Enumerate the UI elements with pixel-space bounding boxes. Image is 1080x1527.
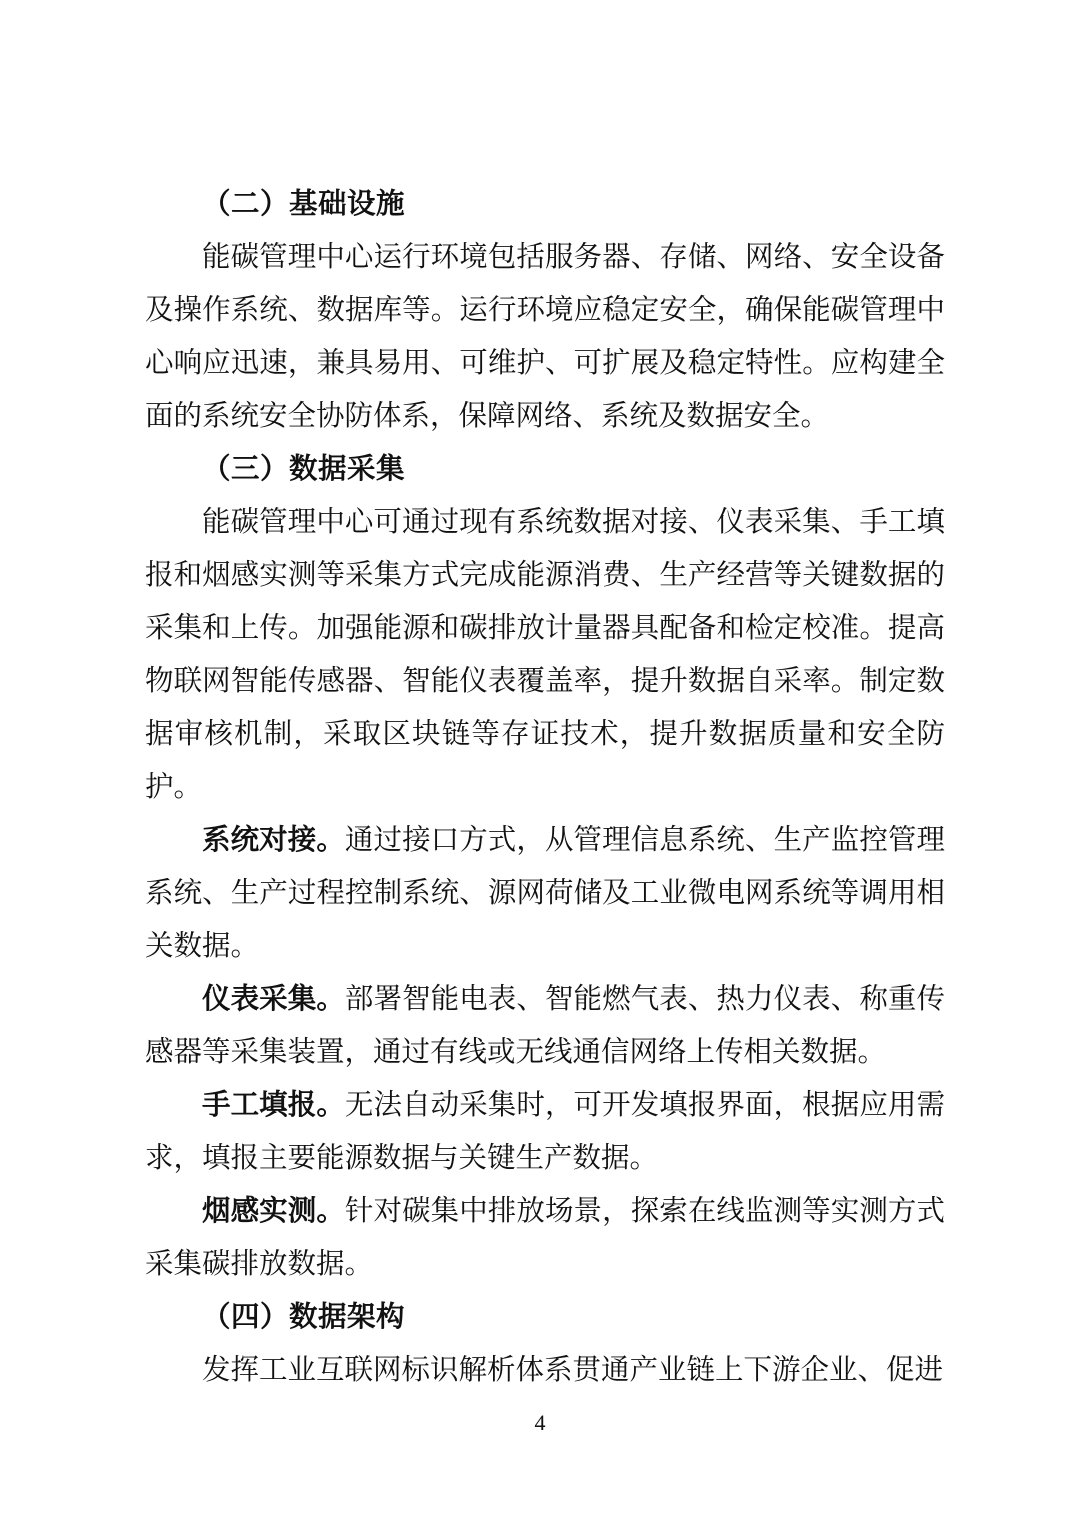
run-in-heading-meter-collection: 仪表采集。 xyxy=(202,984,345,1015)
paragraph-meter-collection xyxy=(145,973,945,1079)
run-in-heading-smoke-measurement: 烟感实测。 xyxy=(202,1196,345,1227)
run-in-heading-system-integration: 系统对接。 xyxy=(202,825,345,856)
page-number: 4 xyxy=(534,1410,546,1435)
paragraph-text: 部署智能电表、智能燃气表、热力仪表、称重传感器等采集装置，通过有线或无线通信网络上传相关数据。 xyxy=(145,984,945,1068)
paragraph-text: 通过接口方式，从管理信息系统、生产监控管理系统、生产过程控制系统、源网荷储及工业微电网系统等调用相关数据。 xyxy=(145,825,945,962)
paragraph-infrastructure: 能碳管理中心运行环境包括服务器、存储、网络、安全设备及操作系统、数据库等。运行环境应稳定安全，确保能碳管理中心响应迅速，兼具易用、可维护、可扩展及稳定特性。应构建全面的系统安全协防体系，保障网络、系统及数据安全。 xyxy=(145,242,945,432)
section-heading-data-collection: （三）数据采集 xyxy=(202,454,406,485)
paragraph-smoke-measurement xyxy=(145,1185,945,1291)
paragraph-text: 针对碳集中排放场景，探索在线监测等实测方式采集碳排放数据。 xyxy=(145,1196,945,1280)
document-body xyxy=(145,178,945,1397)
paragraph-system-integration xyxy=(145,814,945,973)
paragraph-manual-reporting xyxy=(145,1079,945,1185)
paragraph-data-collection-overview: 能碳管理中心可通过现有系统数据对接、仪表采集、手工填报和烟感实测等采集方式完成能源消费、生产经营等关键数据的采集和上传。加强能源和碳排放计量器具配备和检定校准。提高物联网智能传感器、智能仪表覆盖率，提升数据自采率。制定数据审核机制，采取区块链等存证技术，提升数据质量和安全防护。 xyxy=(145,507,945,803)
section-heading-infrastructure: （二）基础设施 xyxy=(202,189,406,220)
paragraph-text: 无法自动采集时，可开发填报界面，根据应用需求，填报主要能源数据与关键生产数据。 xyxy=(145,1090,945,1174)
section-heading-data-architecture: （四）数据架构 xyxy=(202,1302,406,1333)
run-in-heading-manual-reporting: 手工填报。 xyxy=(202,1090,345,1121)
paragraph-data-architecture: 发挥工业互联网标识解析体系贯通产业链上下游企业、促进 xyxy=(202,1355,944,1386)
